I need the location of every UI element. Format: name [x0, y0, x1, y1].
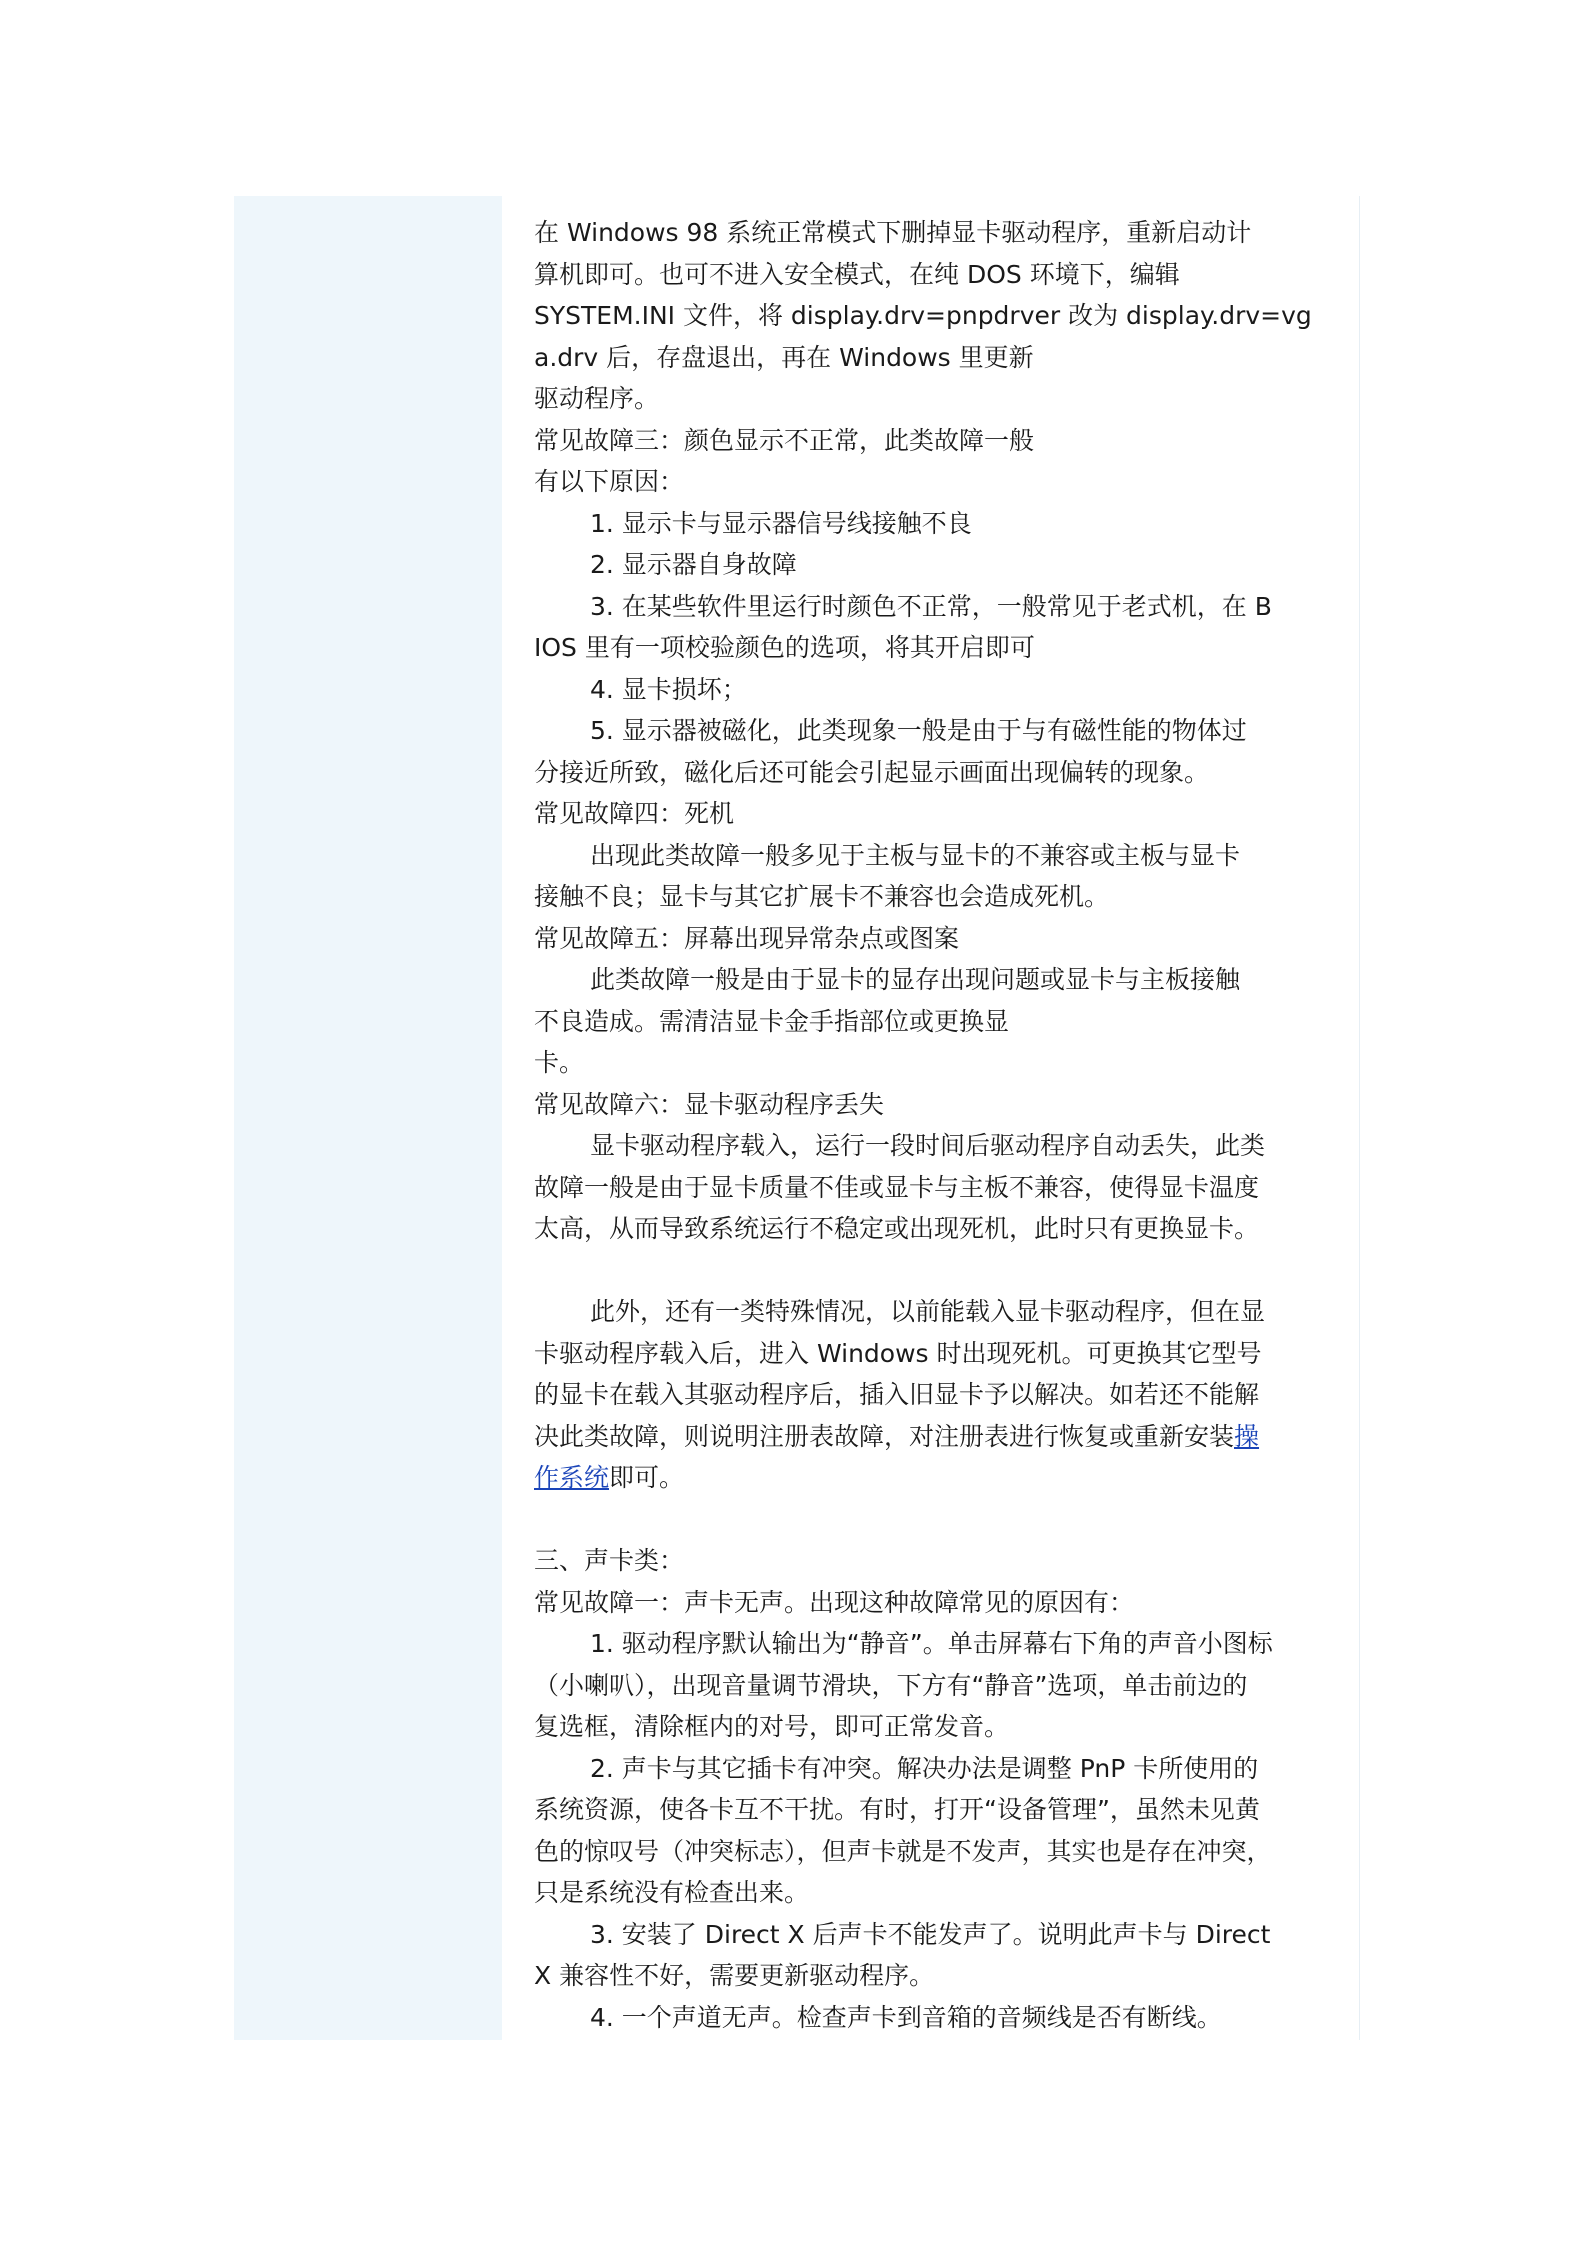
line-text: 卡驱动程序载入后，进入 Windows 时出现死机。可更换其它型号: [534, 1338, 1262, 1368]
line-text: 3. 安装了 Direct X 后声卡不能发声了。说明此声卡与 Direct: [590, 1919, 1271, 1949]
text-line: [534, 1582, 1344, 1624]
line-text: 分接近所致，磁化后还可能会引起显示画面出现偏转的现象。: [534, 757, 1210, 787]
line-text: 在 Windows 98 系统正常模式下删掉显卡驱动程序，重新启动计: [534, 218, 1252, 247]
text-line: [534, 295, 1344, 337]
blank-line: [534, 1250, 1344, 1292]
text-line: [534, 212, 1344, 254]
line-text: IOS 里有一项校验颜色的选项，将其开启即可: [534, 633, 1035, 662]
text-line: [534, 1540, 1344, 1582]
content-column: [502, 196, 1360, 2040]
text-line: [534, 1042, 1344, 1084]
text-line: [534, 793, 1344, 835]
text-line: [534, 1167, 1344, 1209]
text-line: [534, 627, 1344, 669]
text-line: [534, 1416, 1344, 1458]
line-text: 4. 显卡损坏；: [590, 674, 747, 704]
blank-line: [534, 1499, 1344, 1541]
text-line: [534, 1084, 1344, 1126]
line-text: 显卡驱动程序载入，运行一段时间后驱动程序自动丢失，此类: [590, 1131, 1266, 1160]
line-text: 出现此类故障一般多见于主板与显卡的不兼容或主板与显卡: [590, 840, 1241, 870]
text-line: [534, 835, 1344, 877]
line-text: 卡。: [534, 1048, 585, 1077]
text-line: [534, 1333, 1344, 1375]
text-line: [534, 876, 1344, 918]
text-line: [534, 1125, 1344, 1167]
line-text: 太高，从而导致系统运行不稳定或出现死机，此时只有更换显卡。: [534, 1214, 1260, 1243]
text-line: [534, 586, 1344, 628]
line-text: 的显卡在载入其驱动程序后，插入旧显卡予以解决。如若还不能解: [534, 1380, 1260, 1409]
line-text: 三、声卡类：: [534, 1546, 685, 1575]
line-text: 3. 在某些软件里运行时颜色不正常，一般常见于老式机，在 B: [590, 591, 1272, 621]
line-text: 1. 显示卡与显示器信号线接触不良: [590, 508, 972, 538]
text-line: [534, 1291, 1344, 1333]
os-link[interactable]: 作系统: [534, 1463, 610, 1492]
line-text: 常见故障三：颜色显示不正常，此类故障一般: [534, 425, 1035, 455]
line-text: 故障一般是由于显卡质量不佳或显卡与主板不兼容，使得显卡温度: [534, 1172, 1260, 1202]
text-line: [534, 1831, 1344, 1873]
line-text: 有以下原因：: [534, 467, 685, 496]
line-text: 驱动程序。: [534, 384, 660, 413]
line-text: 5. 显示器被磁化，此类现象一般是由于与有磁性能的物体过: [590, 716, 1247, 745]
text-line: [534, 1208, 1344, 1250]
line-text: （小喇叭），出现音量调节滑块，下方有“静音”选项，单击前边的: [534, 1670, 1248, 1700]
text-line: [534, 918, 1344, 960]
text-line: [534, 1748, 1344, 1790]
line-text: 常见故障四：死机: [534, 799, 735, 828]
line-text: 2. 显示器自身故障: [590, 550, 797, 579]
text-line: [534, 378, 1344, 420]
line-text: 此外，还有一类特殊情况，以前能载入显卡驱动程序，但在显: [590, 1297, 1266, 1326]
line-text: 复选框，清除框内的对号，即可正常发音。: [534, 1712, 1010, 1741]
line-text: X 兼容性不好，需要更新驱动程序。: [534, 1961, 935, 1990]
line-text: a.drv 后，存盘退出，再在 Windows 里更新: [534, 342, 1034, 372]
text-line: [534, 1001, 1344, 1043]
os-link[interactable]: 操: [1234, 1421, 1260, 1451]
text-line: [534, 1914, 1344, 1956]
line-text: 2. 声卡与其它插卡有冲突。解决办法是调整 PnP 卡所使用的: [590, 1753, 1259, 1783]
line-text-after-link: 即可。: [609, 1463, 685, 1492]
text-line: [534, 1706, 1344, 1748]
line-text: 算机即可。也可不进入安全模式，在纯 DOS 环境下，编辑: [534, 259, 1180, 289]
text-line: [534, 710, 1344, 752]
text-line: [534, 420, 1344, 462]
line-text: 决此类故障，则说明注册表故障，对注册表进行恢复或重新安装: [534, 1421, 1235, 1451]
text-line: [534, 669, 1344, 711]
text-line: [534, 959, 1344, 1001]
line-text: 常见故障一：声卡无声。出现这种故障常见的原因有：: [534, 1587, 1135, 1617]
text-line: [534, 1872, 1344, 1914]
line-text: 1. 驱动程序默认输出为“静音”。单击屏幕右下角的声音小图标: [590, 1629, 1273, 1658]
text-line: [534, 544, 1344, 586]
line-text: 不良造成。需清洁显卡金手指部位或更换显: [534, 1006, 1010, 1036]
line-text: 4. 一个声道无声。检查声卡到音箱的音频线是否有断线。: [590, 2002, 1222, 2032]
line-text: 色的惊叹号（冲突标志），但声卡就是不发声，其实也是存在冲突，: [534, 1836, 1272, 1866]
line-text: 只是系统没有检查出来。: [534, 1878, 810, 1907]
line-text: 常见故障六：显卡驱动程序丢失: [534, 1089, 885, 1119]
text-line: [534, 1457, 1344, 1499]
text-line: [534, 1789, 1344, 1831]
text-line: [534, 1997, 1344, 2039]
line-text: 接触不良；显卡与其它扩展卡不兼容也会造成死机。: [534, 882, 1110, 911]
text-line: [534, 503, 1344, 545]
article-body: [534, 212, 1344, 2038]
text-line: [534, 1665, 1344, 1707]
text-line: [534, 337, 1344, 379]
text-line: [534, 254, 1344, 296]
text-line: [534, 1623, 1344, 1665]
line-text: 系统资源，使各卡互不干扰。有时，打开“设备管理”，虽然未见黄: [534, 1795, 1260, 1824]
line-text: SYSTEM.INI 文件，将 display.drv=pnpdrver 改为 display.drv=vg: [534, 301, 1312, 330]
text-line: [534, 1955, 1344, 1997]
line-text: 此类故障一般是由于显卡的显存出现问题或显卡与主板接触: [590, 965, 1241, 994]
line-text: 常见故障五：屏幕出现异常杂点或图案: [534, 923, 960, 953]
text-line: [534, 461, 1344, 503]
text-line: [534, 1374, 1344, 1416]
text-line: [534, 752, 1344, 794]
left-sidebar-column: [234, 196, 502, 2040]
